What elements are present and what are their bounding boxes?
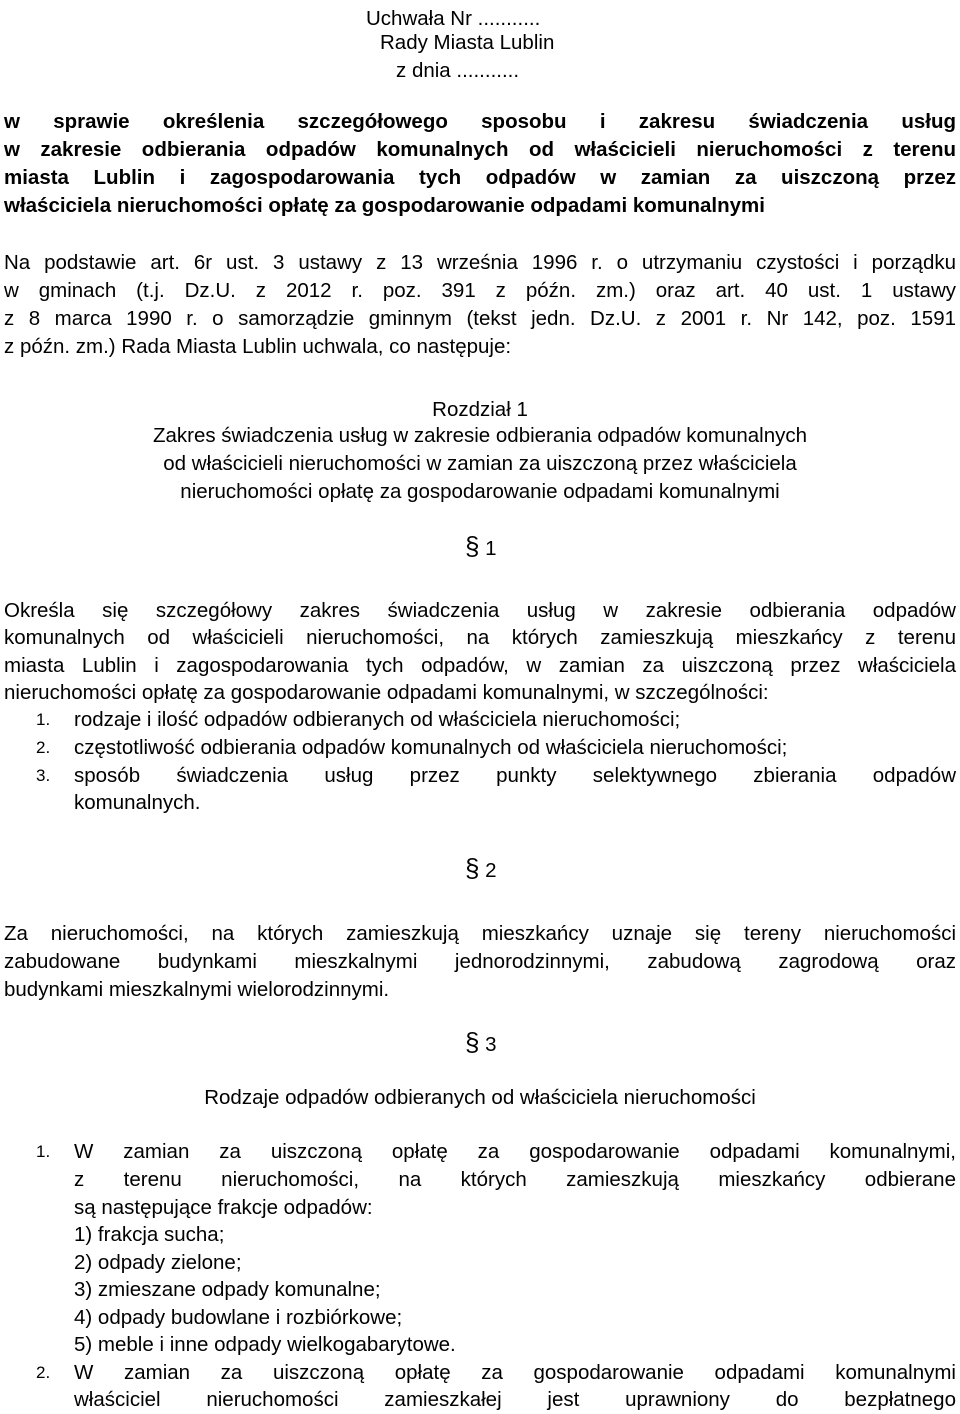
section-3-heading xyxy=(465,1029,497,1059)
list-item-continuation: właściciel nieruchomości zamieszkałej jest uprawniony do bezpłatnego xyxy=(74,1388,956,1411)
title-line: w zakresie odbierania odpadów komunalnych od właścicieli nieruchomości z terenu xyxy=(4,138,956,161)
list-item-continuation: z terenu nieruchomości, na których zamieszkują mieszkańcy odbierane xyxy=(74,1168,956,1191)
chapter-title-line: nieruchomości opłatę za gospodarowanie odpadami komunalnymi xyxy=(180,480,780,503)
preamble-line: z 8 marca 1990 r. o samorządzie gminnym (tekst jedn. Dz.U. z 2001 r. Nr 142, poz. 1591 xyxy=(4,307,956,330)
section-1-line: Określa się szczegółowy zakres świadczenia usług w zakresie odbierania odpadów xyxy=(4,599,956,622)
list-item: W zamian za uiszczoną opłatę za gospodarowanie odpadami komunalnymi, xyxy=(74,1140,956,1163)
section-2-heading xyxy=(465,855,497,885)
list-item-number: 2. xyxy=(36,738,51,757)
list-item: sposób świadczenia usług przez punkty selektywnego zbierania odpadów xyxy=(74,764,956,787)
list-item-number: 1. xyxy=(36,710,51,729)
section-2-line: budynkami mieszkalnymi wielorodzinnymi. xyxy=(4,978,390,1001)
section-symbol: § xyxy=(465,853,480,883)
section-2-line: zabudowane budynkami mieszkalnymi jednorodzinnymi, zabudową zagrodową oraz xyxy=(4,950,956,973)
resolution-number: Uchwała Nr ........... xyxy=(366,7,541,30)
fraction-item: 5) meble i inne odpady wielkogabarytowe. xyxy=(74,1333,456,1356)
list-item-number: 1. xyxy=(36,1142,51,1161)
list-item-number: 3. xyxy=(36,766,51,785)
section-1-heading xyxy=(465,533,497,563)
section-1-line: komunalnych od właścicieli nieruchomości, na których zamieszkują mieszkańcy z terenu xyxy=(4,626,956,649)
fraction-item: 3) zmieszane odpady komunalne; xyxy=(74,1278,381,1301)
resolution-date: z dnia ........... xyxy=(396,59,520,82)
section-1-line: nieruchomości opłatę za gospodarowanie odpadami komunalnymi, w szczególności: xyxy=(4,681,769,704)
list-item-continuation: są następujące frakcje odpadów: xyxy=(74,1196,373,1219)
fraction-item: 2) odpady zielone; xyxy=(74,1251,242,1274)
section-3-title: Rodzaje odpadów odbieranych od właściciela nieruchomości xyxy=(204,1086,756,1109)
list-item-continuation: komunalnych. xyxy=(74,791,201,814)
section-2-line: Za nieruchomości, na których zamieszkują mieszkańcy uznaje się tereny nieruchomości xyxy=(4,922,956,945)
list-item-number: 2. xyxy=(36,1363,51,1382)
title-line: miasta Lublin i zagospodarowania tych odpadów w zamian za uiszczoną przez xyxy=(4,166,956,189)
section-number: 3 xyxy=(485,1033,497,1056)
list-item: W zamian za uiszczoną opłatę za gospodarowanie odpadami komunalnymi xyxy=(74,1361,956,1384)
chapter-title-line: od właścicieli nieruchomości w zamian za uiszczoną przez właściciela xyxy=(163,452,797,475)
preamble-line: Na podstawie art. 6r ust. 3 ustawy z 13 września 1996 r. o utrzymaniu czystości i porządku xyxy=(4,251,956,274)
preamble-line: w gminach (t.j. Dz.U. z 2012 r. poz. 391 z późn. zm.) oraz art. 40 ust. 1 ustawy xyxy=(4,279,956,302)
section-number: 1 xyxy=(485,537,497,560)
list-item: częstotliwość odbierania odpadów komunalnych od właściciela nieruchomości; xyxy=(74,736,788,759)
fraction-item: 4) odpady budowlane i rozbiórkowe; xyxy=(74,1306,403,1329)
section-1-line: miasta Lublin i zagospodarowania tych odpadów, w zamian za uiszczoną przez właściciela xyxy=(4,654,956,677)
chapter-title-line: Zakres świadczenia usług w zakresie odbierania odpadów komunalnych xyxy=(152,424,808,447)
section-number: 2 xyxy=(485,859,497,882)
city-council-name: Rady Miasta Lublin xyxy=(380,31,555,54)
section-symbol: § xyxy=(465,1027,480,1057)
chapter-label: Rozdział 1 xyxy=(432,398,528,421)
title-line: w sprawie określenia szczegółowego sposobu i zakresu świadczenia usług xyxy=(4,110,956,133)
preamble-line: z późn. zm.) Rada Miasta Lublin uchwala, co następuje: xyxy=(4,335,512,358)
section-symbol: § xyxy=(465,531,480,561)
title-line: właściciela nieruchomości opłatę za gospodarowanie odpadami komunalnymi xyxy=(4,194,765,217)
list-item: rodzaje i ilość odpadów odbieranych od właściciela nieruchomości; xyxy=(74,708,681,731)
fraction-item: 1) frakcja sucha; xyxy=(74,1223,225,1246)
